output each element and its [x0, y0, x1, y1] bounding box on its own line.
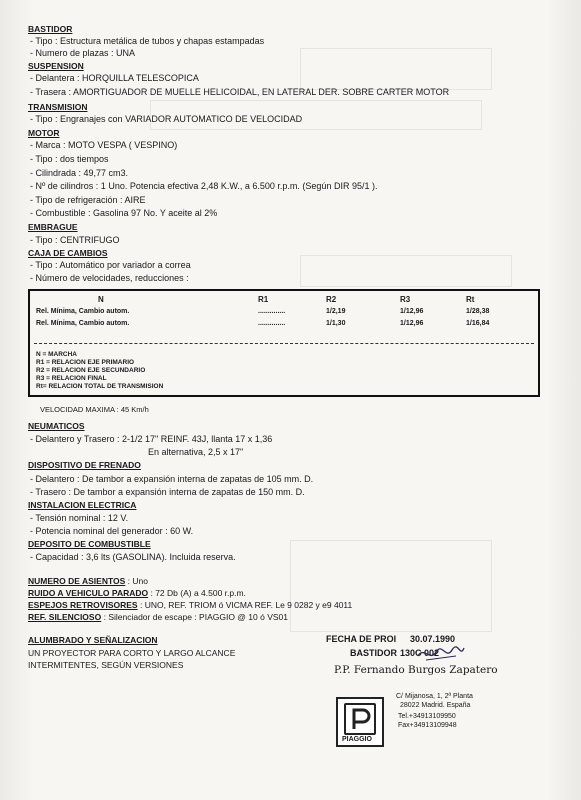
- table-cell: 1/28,38: [466, 308, 490, 315]
- bleedthrough-box: [300, 255, 512, 287]
- ruido-label: RUIDO A VEHICULO PARADO: [28, 588, 149, 598]
- stamp-tel: Tel.+34913109950: [398, 713, 456, 720]
- bastidor-item: - Numero de plazas : UNA: [30, 48, 135, 59]
- espejos-line: [28, 600, 352, 611]
- piaggio-logo: [336, 697, 384, 747]
- neumaticos-alt: En alternativa, 2,5 x 17": [148, 447, 244, 457]
- table-cell: 1/12,96: [400, 308, 424, 315]
- embrague-item: - Tipo : CENTRIFUGO: [30, 235, 120, 246]
- ruido-value: : 72 Db (A) a 4.500 r.p.m.: [150, 588, 246, 598]
- table-legend-item: R3 = RELACION FINAL: [36, 375, 107, 382]
- piaggio-emblem-icon: [344, 703, 376, 735]
- bastidor-label: BASTIDOR: [350, 648, 397, 658]
- transmision-header: TRANSMISION: [28, 102, 88, 112]
- table-cell: ..............: [258, 320, 286, 327]
- alumbrado-line: INTERMITENTES, SEGÚN VERSIONES: [28, 660, 184, 670]
- bastidor-header: BASTIDOR: [28, 24, 73, 34]
- stamp-name: P.P. Fernando Burgos Zapatero: [334, 664, 498, 676]
- electrica-header: INSTALACION ELECTRICA: [28, 500, 137, 510]
- espejos-label: ESPEJOS RETROVISORES: [28, 600, 138, 610]
- suspension-header: SUSPENSION: [28, 61, 84, 71]
- table-legend-item: N = MARCHA: [36, 351, 77, 358]
- espejos-value: : UNO, REF. TRIOM ó VICMA REF. Le 9 0282 y e9 4011: [139, 600, 353, 610]
- alumbrado-header: ALUMBRADO Y SEÑALIZACION: [28, 635, 158, 645]
- transmision-item: - Tipo : Engranajes con VARIADOR AUTOMATICO DE VELOCIDAD: [30, 114, 302, 125]
- motor-item: - Nº de cilindros : 1 Uno. Potencia efectiva 2,48 K.W., a 6.500 r.p.m. (Según DIR 95/1 ).: [30, 181, 377, 192]
- frenado-item: - Delantero : De tambor a expansión interna de zapatas de 105 mm. D.: [30, 474, 313, 485]
- table-cell: 1/16,84: [466, 320, 490, 327]
- motor-item: - Cilindrada : 49,77 cm3.: [30, 168, 128, 179]
- bastidor-value: 130C 002: [400, 648, 440, 658]
- table-header-r3: R3: [400, 295, 411, 304]
- table-cell: 1/2,19: [326, 308, 346, 315]
- frenado-header: DISPOSITIVO DE FRENADO: [28, 460, 141, 470]
- velocidad-maxima: VELOCIDAD MAXIMA : 45 Km/h: [40, 405, 149, 414]
- bleedthrough-box: [290, 540, 492, 632]
- table-divider: [34, 343, 534, 344]
- stamp-address2: 28022 Madrid. España: [400, 702, 471, 709]
- bleedthrough-box: [300, 48, 492, 90]
- stamp-fax: Fax+34913109948: [398, 722, 457, 729]
- logo-text: PIAGGIO: [342, 736, 372, 743]
- silencioso-value: : Silenciador de escape : PIAGGIO @ 10 ó VS01: [103, 612, 288, 622]
- alumbrado-line: UN PROYECTOR PARA CORTO Y LARGO ALCANCE: [28, 648, 236, 658]
- table-legend-item: R1 = RELACION EJE PRIMARIO: [36, 359, 135, 366]
- table-cell: ..............: [258, 308, 286, 315]
- table-cell: Rel. Mínima, Cambio autom.: [36, 320, 130, 327]
- deposito-item: - Capacidad : 3,6 lts (GASOLINA). Incluida reserva.: [30, 552, 236, 563]
- motor-item: - Tipo de refrigeración : AIRE: [30, 195, 146, 206]
- caja-header: CAJA DE CAMBIOS: [28, 248, 108, 258]
- neumaticos-item: - Delantero y Trasero : 2-1/2 17" REINF. 43J, llanta 17 x 1,36: [30, 434, 272, 445]
- motor-header: MOTOR: [28, 128, 60, 138]
- table-header-r2: R2: [326, 295, 337, 304]
- asientos-value: : Uno: [127, 576, 148, 586]
- ruido-line: [28, 588, 246, 599]
- table-header-rt: Rt: [466, 295, 475, 304]
- silencioso-label: REF. SILENCIOSO: [28, 612, 102, 622]
- table-header-r1: R1: [258, 295, 269, 304]
- suspension-item: - Trasera : AMORTIGUADOR DE MUELLE HELICOIDAL, EN LATERAL DER. SOBRE CARTER MOTOR: [30, 87, 449, 98]
- motor-item: - Marca : MOTO VESPA ( VESPINO): [30, 140, 177, 151]
- table-legend-item: Rt= RELACION TOTAL DE TRANSMISION: [36, 383, 164, 390]
- motor-item: - Combustible : Gasolina 97 No. Y aceite al 2%: [30, 208, 217, 219]
- embrague-header: EMBRAGUE: [28, 222, 78, 232]
- caja-item: - Número de velocidades, reducciones :: [30, 273, 189, 284]
- table-cell: 1/12,96: [400, 320, 424, 327]
- table-cell: 1/1,30: [326, 320, 346, 327]
- gear-ratio-table: [28, 289, 540, 397]
- asientos-line: [28, 576, 148, 587]
- silencioso-line: [28, 612, 288, 623]
- table-legend-item: R2 = RELACION EJE SECUNDARIO: [36, 367, 146, 374]
- asientos-label: NUMERO DE ASIENTOS: [28, 576, 126, 586]
- deposito-header: DEPOSITO DE COMBUSTIBLE: [28, 539, 151, 549]
- signature-scribble: [416, 644, 466, 664]
- stamp-address1: C/ Mijanosa, 1, 2ª Planta: [396, 693, 473, 700]
- electrica-item: - Tensión nominal : 12 V.: [30, 513, 128, 524]
- caja-item: - Tipo : Automático por variador a correa: [30, 260, 191, 271]
- neumaticos-header: NEUMATICOS: [28, 421, 85, 431]
- bastidor-item: - Tipo : Estructura metálica de tubos y chapas estampadas: [30, 36, 264, 47]
- frenado-item: - Trasero : De tambor a expansión interna de zapatas de 150 mm. D.: [30, 487, 305, 498]
- table-header-n: N: [98, 295, 104, 304]
- electrica-item: - Potencia nominal del generador : 60 W.: [30, 526, 193, 537]
- fecha-value: 30.07.1990: [410, 634, 456, 644]
- fecha-label: FECHA DE PROI: [326, 634, 397, 644]
- table-cell: Rel. Mínima, Cambio autom.: [36, 308, 130, 315]
- motor-item: - Tipo : dos tiempos: [30, 154, 109, 165]
- suspension-item: - Delantera : HORQUILLA TELESCOPICA: [30, 73, 199, 84]
